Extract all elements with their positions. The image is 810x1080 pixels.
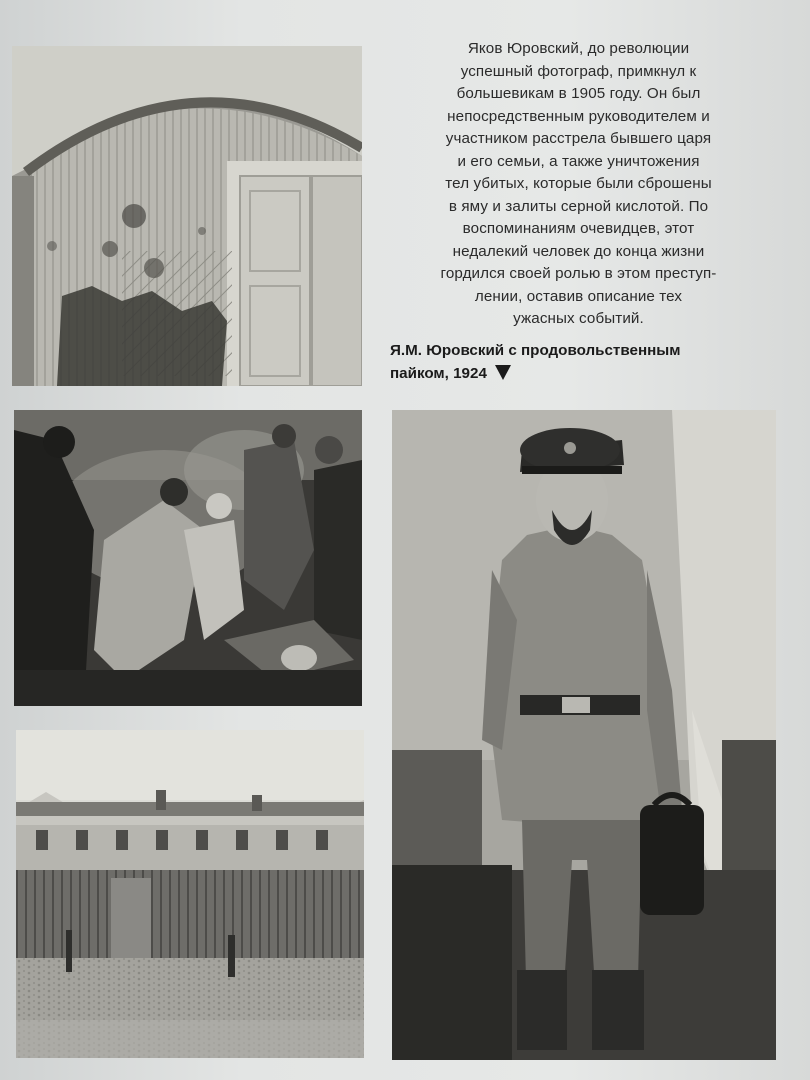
portrait-caption-year: пайком, 1924 — [390, 364, 487, 382]
arrow-down-icon — [495, 365, 511, 380]
biography-line: воспоминаниям очевидцев, этот — [462, 220, 695, 237]
biography-line: недалекий человек до конца жизни — [452, 242, 705, 260]
biography-line: Яков Юровский, до революции — [467, 40, 690, 57]
portrait-caption-line: Я.М. Юровский с продовольственным — [390, 342, 681, 359]
ipatiev-house-photo — [16, 730, 364, 1058]
yurovsky-portrait-image — [392, 410, 776, 1060]
biography-line: и его семьи, а также уничтожения — [457, 152, 700, 170]
portrait-caption-line-2 — [390, 363, 770, 386]
ipatiev-house-image — [16, 730, 364, 1058]
biography-line: гордился своей ролью в этом преступ- — [440, 265, 717, 282]
portrait-caption — [390, 340, 770, 385]
execution-painting-photo — [14, 410, 362, 706]
biography-line: большевикам в 1905 году. Он был — [456, 85, 701, 102]
biography-line: непосредственным руководителем и — [447, 107, 710, 125]
biography-line: тел убитых, которые были сброшены — [445, 175, 712, 192]
biography-line: лении, оставив описание тех — [474, 287, 683, 305]
yurovsky-portrait-photo — [392, 410, 776, 1060]
execution-room-image — [12, 46, 362, 386]
execution-room-photo — [12, 46, 362, 386]
biography-line: в яму и залиты серной кислотой. По — [448, 197, 709, 215]
execution-painting-image — [14, 410, 362, 706]
biography-line: успешный фотограф, примкнул к — [460, 62, 697, 80]
biography-line: участником расстрела бывшего царя — [445, 130, 712, 147]
biography-line: ужасных событий. — [513, 310, 644, 327]
biography-text — [386, 38, 771, 331]
